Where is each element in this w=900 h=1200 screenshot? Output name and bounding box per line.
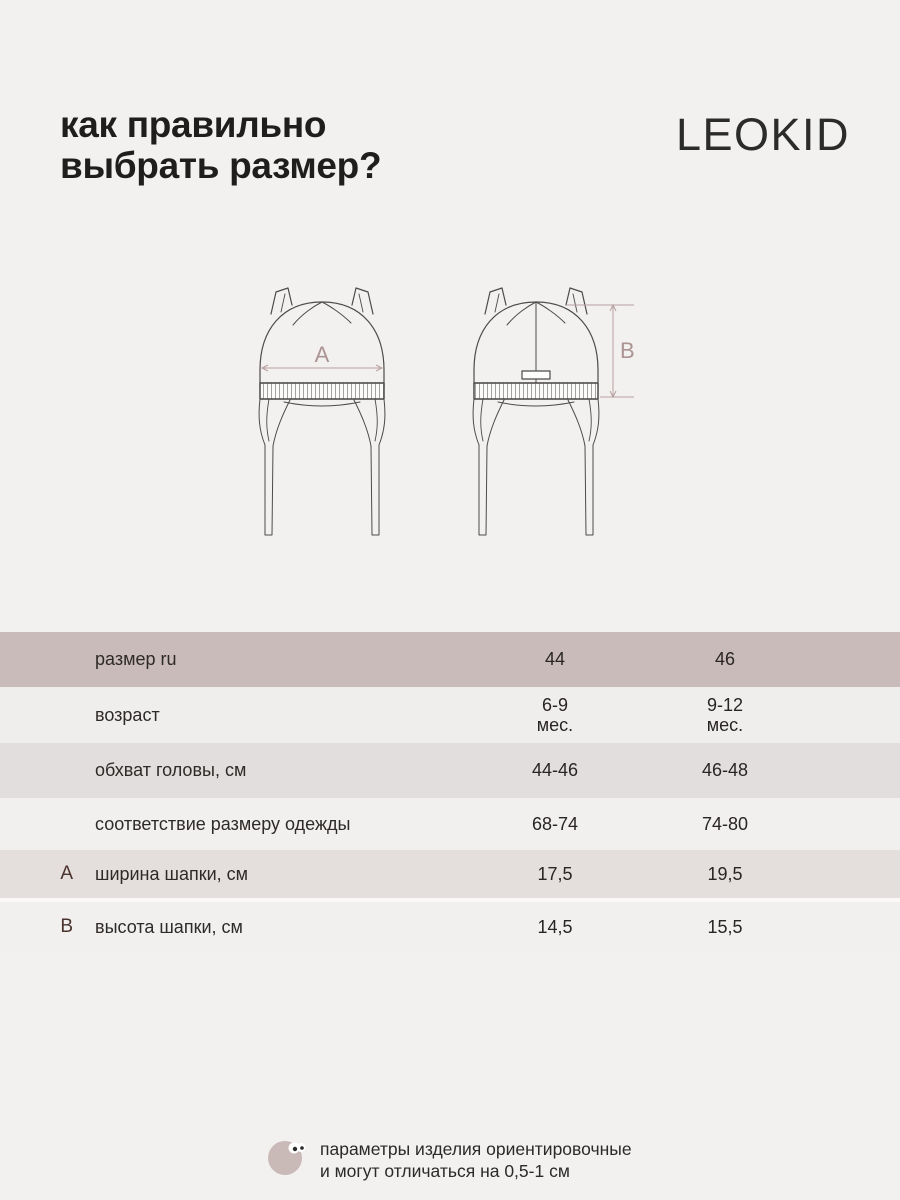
row-value: 19,5 (707, 863, 743, 884)
row-value: 46-48 (701, 760, 749, 780)
row-value: 68-74 (531, 813, 579, 834)
row-value: 74-80 (701, 813, 749, 834)
brand-logo: LEOKID (676, 109, 851, 160)
row-label: высота шапки, см (95, 916, 243, 937)
row-label: соответствие размеру одежды (95, 813, 351, 834)
row-value: 44-46 (531, 760, 579, 780)
age-range: 9-12 (706, 695, 744, 715)
dimension-a-label: A (314, 342, 330, 367)
hat-front-view (259, 288, 385, 535)
dimension-b-label: B (620, 338, 635, 363)
table-row-head-circumference (0, 743, 900, 798)
footnote (320, 1138, 632, 1182)
size-table (0, 632, 900, 952)
row-value: 17,5 (537, 863, 573, 884)
table-row-clothing-size (0, 798, 900, 850)
row-value: 14,5 (537, 916, 573, 937)
hat-tag (522, 371, 550, 379)
table-row-hat-width (0, 850, 900, 898)
age-range: 6-9 (541, 695, 568, 715)
footnote-line1: параметры изделия ориентировочные (320, 1139, 632, 1159)
row-label: обхват головы, см (95, 760, 247, 780)
row-value: 15,5 (707, 916, 743, 937)
page-title-line2: выбрать размер? (60, 145, 382, 186)
table-row-age (0, 687, 900, 743)
row-letter-b: B (60, 916, 73, 937)
hat-diagrams (230, 278, 670, 548)
row-label: возраст (95, 704, 160, 725)
footnote-line2: и могут отличаться на 0,5-1 см (320, 1161, 570, 1181)
row-letter-a: A (60, 863, 73, 884)
hat-back-view (473, 288, 599, 535)
row-value-size-44: 44 (544, 649, 566, 669)
age-unit: мес. (536, 715, 574, 735)
row-label: ширина шапки, см (95, 863, 249, 884)
table-row-hat-height (0, 902, 900, 952)
row-value-age-2 (640, 695, 810, 735)
table-row-size-ru (0, 632, 900, 687)
row-value-size-46: 46 (714, 649, 736, 669)
age-unit: мес. (706, 715, 744, 735)
row-value-age-1 (470, 695, 640, 735)
page-title-line1: как правильно (60, 104, 327, 145)
row-label: размер ru (95, 649, 177, 669)
mascot-icon (264, 1137, 306, 1177)
page-title (60, 104, 381, 186)
